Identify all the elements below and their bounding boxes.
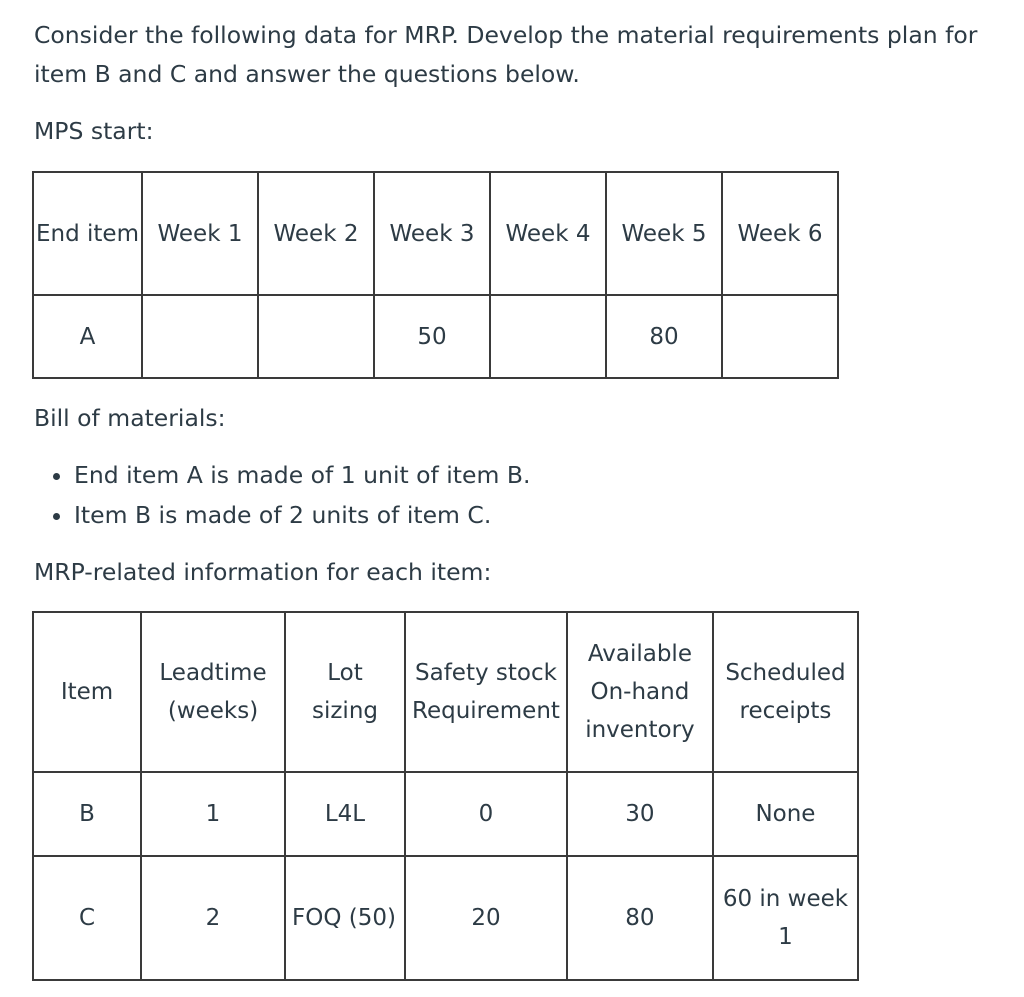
table-header-row [33, 612, 858, 772]
table-cell: None [713, 772, 858, 856]
table-cell: L4L [285, 772, 405, 856]
bom-list [30, 455, 530, 535]
table-row [33, 772, 858, 856]
table-cell: 2 [141, 856, 285, 980]
table-cell: 0 [405, 772, 567, 856]
mps-label: MPS start: [34, 117, 154, 145]
header-cell: Item [33, 612, 141, 772]
table-cell: 80 [606, 295, 722, 378]
table-cell: 80 [567, 856, 713, 980]
header-cell: Safety stock Requirement [405, 612, 567, 772]
table-cell [258, 295, 374, 378]
table-cell: A [33, 295, 142, 378]
table-cell: 1 [141, 772, 285, 856]
header-cell: Week 4 [490, 172, 606, 295]
table-cell: 20 [405, 856, 567, 980]
header-cell: End item [33, 172, 142, 295]
table-cell: 50 [374, 295, 490, 378]
bom-label: Bill of materials: [34, 404, 226, 432]
intro-paragraph: Consider the following data for MRP. Develop the material requirements plan for item B and C and answer the questions below. [34, 21, 978, 88]
table-row [33, 856, 858, 980]
table-row [33, 295, 838, 378]
header-cell: Lot sizing [285, 612, 405, 772]
table-header-row [33, 172, 838, 295]
list-item: • End item A is made of 1 unit of item B. [74, 455, 530, 495]
header-cell: Week 5 [606, 172, 722, 295]
mrp-label: MRP-related information for each item: [34, 558, 492, 586]
header-cell: Scheduled receipts [713, 612, 858, 772]
mps-table [32, 171, 839, 379]
table-cell: C [33, 856, 141, 980]
list-item: • Item B is made of 2 units of item C. [74, 495, 530, 535]
table-cell [490, 295, 606, 378]
table-cell [142, 295, 258, 378]
table-cell [722, 295, 838, 378]
header-cell: Available On-hand inventory [567, 612, 713, 772]
header-cell: Week 3 [374, 172, 490, 295]
table-cell: B [33, 772, 141, 856]
header-cell: Week 6 [722, 172, 838, 295]
header-cell: Week 1 [142, 172, 258, 295]
header-cell: Week 2 [258, 172, 374, 295]
table-cell: 30 [567, 772, 713, 856]
header-cell: Leadtime (weeks) [141, 612, 285, 772]
table-cell: FOQ (50) [285, 856, 405, 980]
mrp-table [32, 611, 859, 981]
table-cell: 60 in week 1 [713, 856, 858, 980]
